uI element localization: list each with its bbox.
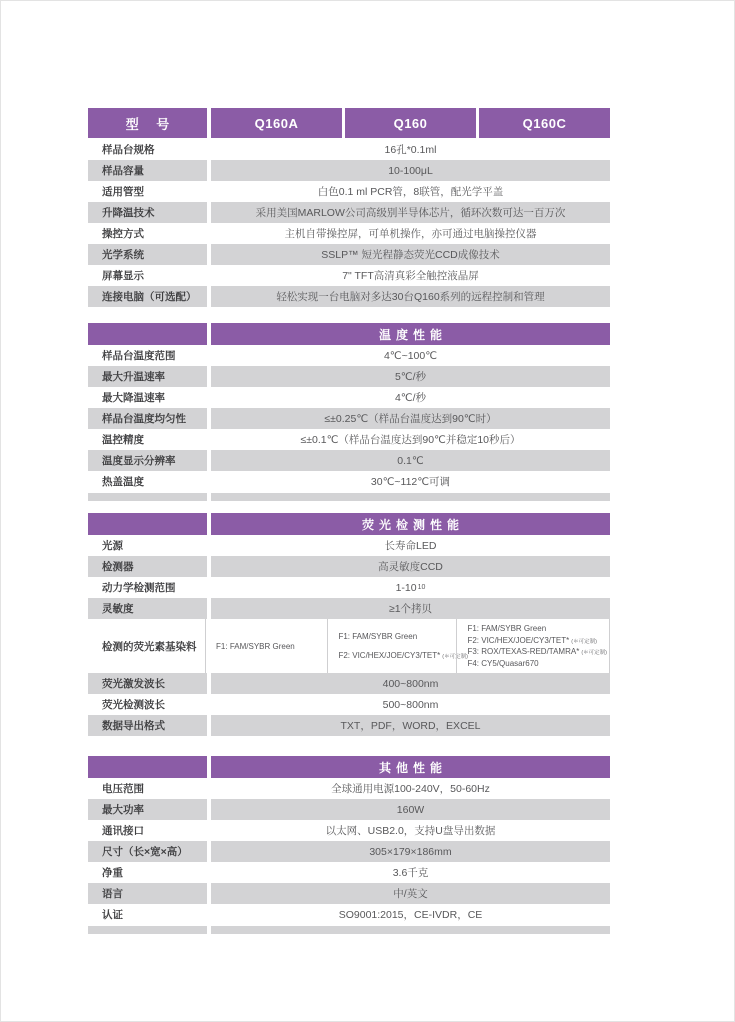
spec-row-value xyxy=(211,778,610,799)
spec-row xyxy=(88,799,610,820)
dye-note: (＊可定制) xyxy=(571,638,597,645)
section-title: 温度性能 xyxy=(211,323,610,345)
spec-section xyxy=(88,139,610,307)
spec-value-text: 以太网、USB2.0，支持U盘导出数据 xyxy=(325,825,496,837)
spec-section xyxy=(88,323,610,501)
spec-value-text: ≤±0.25℃（样品台温度达到90℃时） xyxy=(324,413,497,425)
strip-label-block xyxy=(88,493,207,501)
spec-row-label: 通讯接口 xyxy=(102,825,144,837)
spec-row-value xyxy=(211,883,610,904)
dye-line xyxy=(338,632,454,641)
spec-row-value xyxy=(211,181,610,202)
spec-value-text: 30℃~112℃可调 xyxy=(370,476,451,488)
spec-row-value xyxy=(211,535,610,556)
spec-row-label: 适用管型 xyxy=(102,186,144,198)
spec-value-text: 3.6千克 xyxy=(392,867,429,879)
section-header-left-block xyxy=(88,756,207,778)
strip-label-block xyxy=(88,926,207,934)
spec-value-text: 白色0.1 ml PCR管，8联管，配光学平盖 xyxy=(317,186,504,198)
spec-section xyxy=(88,756,610,934)
dye-text: F1: FAM/SYBR Green xyxy=(467,624,547,634)
spec-row-value xyxy=(211,471,610,492)
spec-value-text: 主机自带操控屏，可单机操作，亦可通过电脑操控仪器 xyxy=(284,228,537,240)
spec-value-text: TXT，PDF，WORD，EXCEL xyxy=(340,720,481,732)
spec-value-text: 采用美国MARLOW公司高级别半导体芯片，循环次数可达一百万次 xyxy=(255,207,566,219)
spec-value-text: SO9001:2015，CE-IVDR，CE xyxy=(338,909,483,921)
spec-row-value xyxy=(211,598,610,619)
spec-row-label: 数据导出格式 xyxy=(88,715,207,736)
strip-value-block xyxy=(211,493,610,501)
spec-row-label: 荧光检测波长 xyxy=(102,699,165,711)
dye-line xyxy=(467,659,607,668)
model-header-label: 型 号 xyxy=(88,108,207,138)
spec-row xyxy=(88,577,610,598)
spec-value-text: 16孔*0.1ml xyxy=(384,144,437,156)
spec-row-value xyxy=(211,556,610,577)
spec-row-value xyxy=(211,429,610,450)
spec-row xyxy=(88,841,610,862)
spec-table xyxy=(88,108,610,934)
dyes-column-q160c xyxy=(456,619,610,673)
spec-row-value xyxy=(211,799,610,820)
dyes-row xyxy=(88,619,610,673)
spec-row xyxy=(88,883,610,904)
spec-row xyxy=(88,471,610,492)
spec-row-value xyxy=(211,904,610,925)
spec-row xyxy=(88,265,610,286)
spec-row xyxy=(88,535,610,556)
spec-row-value xyxy=(211,286,610,307)
spec-row-value xyxy=(211,223,610,244)
dye-line xyxy=(467,624,607,633)
spec-row-label: 样品台温度范围 xyxy=(102,350,176,362)
spec-row-label: 样品容量 xyxy=(88,160,207,181)
model-header-q160a: Q160A xyxy=(211,108,342,138)
spec-value-text: 长寿命LED xyxy=(384,540,437,552)
spec-row xyxy=(88,694,610,715)
spec-row xyxy=(88,408,610,429)
dye-note: (＊可定制) xyxy=(581,650,607,657)
spec-row-label: 荧光激发波长 xyxy=(88,673,207,694)
spec-value-text: 轻松实现一台电脑对多达30台Q160系列的远程控制和管理 xyxy=(276,291,545,303)
spec-row xyxy=(88,429,610,450)
spec-row-label: 灵敏度 xyxy=(88,598,207,619)
spec-row xyxy=(88,160,610,181)
spec-row xyxy=(88,244,610,265)
dye-text: F1: FAM/SYBR Green xyxy=(216,641,295,651)
spec-row xyxy=(88,139,610,160)
spec-row-label: 最大降温速率 xyxy=(102,392,165,404)
dye-line xyxy=(338,651,468,660)
dye-line xyxy=(467,636,607,645)
spec-row xyxy=(88,820,610,841)
spec-row-label: 样品台温度均匀性 xyxy=(88,408,207,429)
spec-value-text: SSLP™ 短光程静态荧光CCD成像技术 xyxy=(321,249,500,261)
spec-row xyxy=(88,450,610,471)
spec-row-label: 最大功率 xyxy=(88,799,207,820)
dye-text: F4: CY5/Quasar670 xyxy=(467,658,539,668)
spec-row-value xyxy=(211,694,610,715)
spec-row-label: 热盖温度 xyxy=(102,476,144,488)
spec-value-text: 500~800nm xyxy=(382,698,439,711)
spec-row xyxy=(88,556,610,577)
spec-row xyxy=(88,345,610,366)
spec-row-value: 1-10 10 xyxy=(395,581,426,594)
spec-value-text: 10-100μL xyxy=(388,164,433,177)
spec-row-label: 连接电脑（可选配） xyxy=(88,286,207,307)
spec-row xyxy=(88,387,610,408)
spec-row xyxy=(88,673,610,694)
spec-row-value xyxy=(211,244,610,265)
spec-value-text: 4℃~100℃ xyxy=(383,349,438,362)
dye-line xyxy=(467,647,607,656)
dye-text: F2: VIC/HEX/JOE/CY3/TET* xyxy=(338,651,441,660)
spec-row xyxy=(88,598,610,619)
spec-row-label: 检测器 xyxy=(88,556,207,577)
spec-row-value xyxy=(211,265,610,286)
spec-row-label: 最大升温速率 xyxy=(88,366,207,387)
strip-value-block xyxy=(211,926,610,934)
spec-value-text: 中/英文 xyxy=(393,888,428,900)
spec-row-value xyxy=(211,820,610,841)
spec-row xyxy=(88,862,610,883)
spec-row xyxy=(88,366,610,387)
section-header-left-block xyxy=(88,513,207,535)
spec-sections xyxy=(88,139,610,934)
spec-value-text: 全球通用电源100-240V，50-60Hz xyxy=(331,783,490,795)
spec-row-label: 尺寸（长×宽×高） xyxy=(88,841,207,862)
dyes-column-q160 xyxy=(327,619,468,673)
spec-row-value xyxy=(211,345,610,366)
section-title: 其他性能 xyxy=(211,756,610,778)
spec-value-text: 0.1℃ xyxy=(397,454,424,467)
spec-row-value xyxy=(211,202,610,223)
spec-row-value xyxy=(211,862,610,883)
spec-row-label: 认证 xyxy=(102,909,123,921)
section-end-strip xyxy=(88,493,610,501)
spec-row-label: 屏幕显示 xyxy=(102,270,144,282)
section-end-strip xyxy=(88,926,610,934)
dye-line xyxy=(216,642,325,651)
spec-row-label: 净重 xyxy=(102,867,123,879)
spec-value-text: ≤±0.1℃（样品台温度达到90℃并稳定10秒后） xyxy=(300,434,521,446)
spec-value-text: 7" TFT高清真彩全触控液晶屏 xyxy=(342,270,479,282)
spec-row-label: 动力学检测范围 xyxy=(102,582,176,594)
model-header-q160: Q160 xyxy=(345,108,476,138)
spec-value-text: 5℃/秒 xyxy=(394,371,427,383)
model-header-q160c: Q160C xyxy=(479,108,610,138)
spec-value-text: 305×179×186mm xyxy=(369,845,452,858)
spec-row-label: 光源 xyxy=(102,540,123,552)
spec-row-value xyxy=(211,139,610,160)
spec-value-text: 400~800nm xyxy=(382,677,439,690)
spec-row-value xyxy=(211,387,610,408)
spec-row-value xyxy=(211,673,610,694)
spec-row-label: 温度显示分辨率 xyxy=(88,450,207,471)
spec-row xyxy=(88,202,610,223)
section-header xyxy=(88,323,610,345)
spec-row-label: 操控方式 xyxy=(102,228,144,240)
spec-row-value xyxy=(211,841,610,862)
spec-row xyxy=(88,715,610,736)
spec-row-label: 光学系统 xyxy=(88,244,207,265)
spec-value-text: 160W xyxy=(396,803,425,816)
dye-note: (＊可定制) xyxy=(442,654,468,660)
spec-row-label: 语言 xyxy=(88,883,207,904)
dyes-column-q160a xyxy=(205,619,327,673)
spec-section xyxy=(88,513,610,736)
spec-row-value xyxy=(211,160,610,181)
section-header-left-block xyxy=(88,323,207,345)
model-header xyxy=(88,108,610,138)
spec-row xyxy=(88,904,610,925)
section-header xyxy=(88,513,610,535)
spec-row xyxy=(88,223,610,244)
dye-text: F2: VIC/HEX/JOE/CY3/TET* xyxy=(467,635,570,645)
spec-row xyxy=(88,778,610,799)
spec-row xyxy=(88,286,610,307)
spec-value-text: 4℃/秒 xyxy=(394,392,427,404)
spec-row-label: 电压范围 xyxy=(102,783,144,795)
spec-row-label: 样品台规格 xyxy=(102,144,155,156)
spec-value-text: 高灵敏度CCD xyxy=(378,561,443,573)
dye-text: F3: ROX/TEXAS-RED/TAMRA* xyxy=(467,647,580,657)
spec-row-label: 温控精度 xyxy=(102,434,144,446)
spec-row-value xyxy=(211,366,610,387)
section-title: 荧光检测性能 xyxy=(211,513,610,535)
spec-row-value xyxy=(211,408,610,429)
spec-row-label: 检测的荧光素基染料 xyxy=(102,640,197,653)
spec-row xyxy=(88,181,610,202)
spec-value-text: ≥1个拷贝 xyxy=(388,603,433,615)
spec-value-text: 1-10 xyxy=(395,581,417,594)
spec-row-label: 升降温技术 xyxy=(88,202,207,223)
dye-text: F1: FAM/SYBR Green xyxy=(338,632,418,641)
spec-row-value xyxy=(211,715,610,736)
spec-row-value xyxy=(211,450,610,471)
section-header xyxy=(88,756,610,778)
